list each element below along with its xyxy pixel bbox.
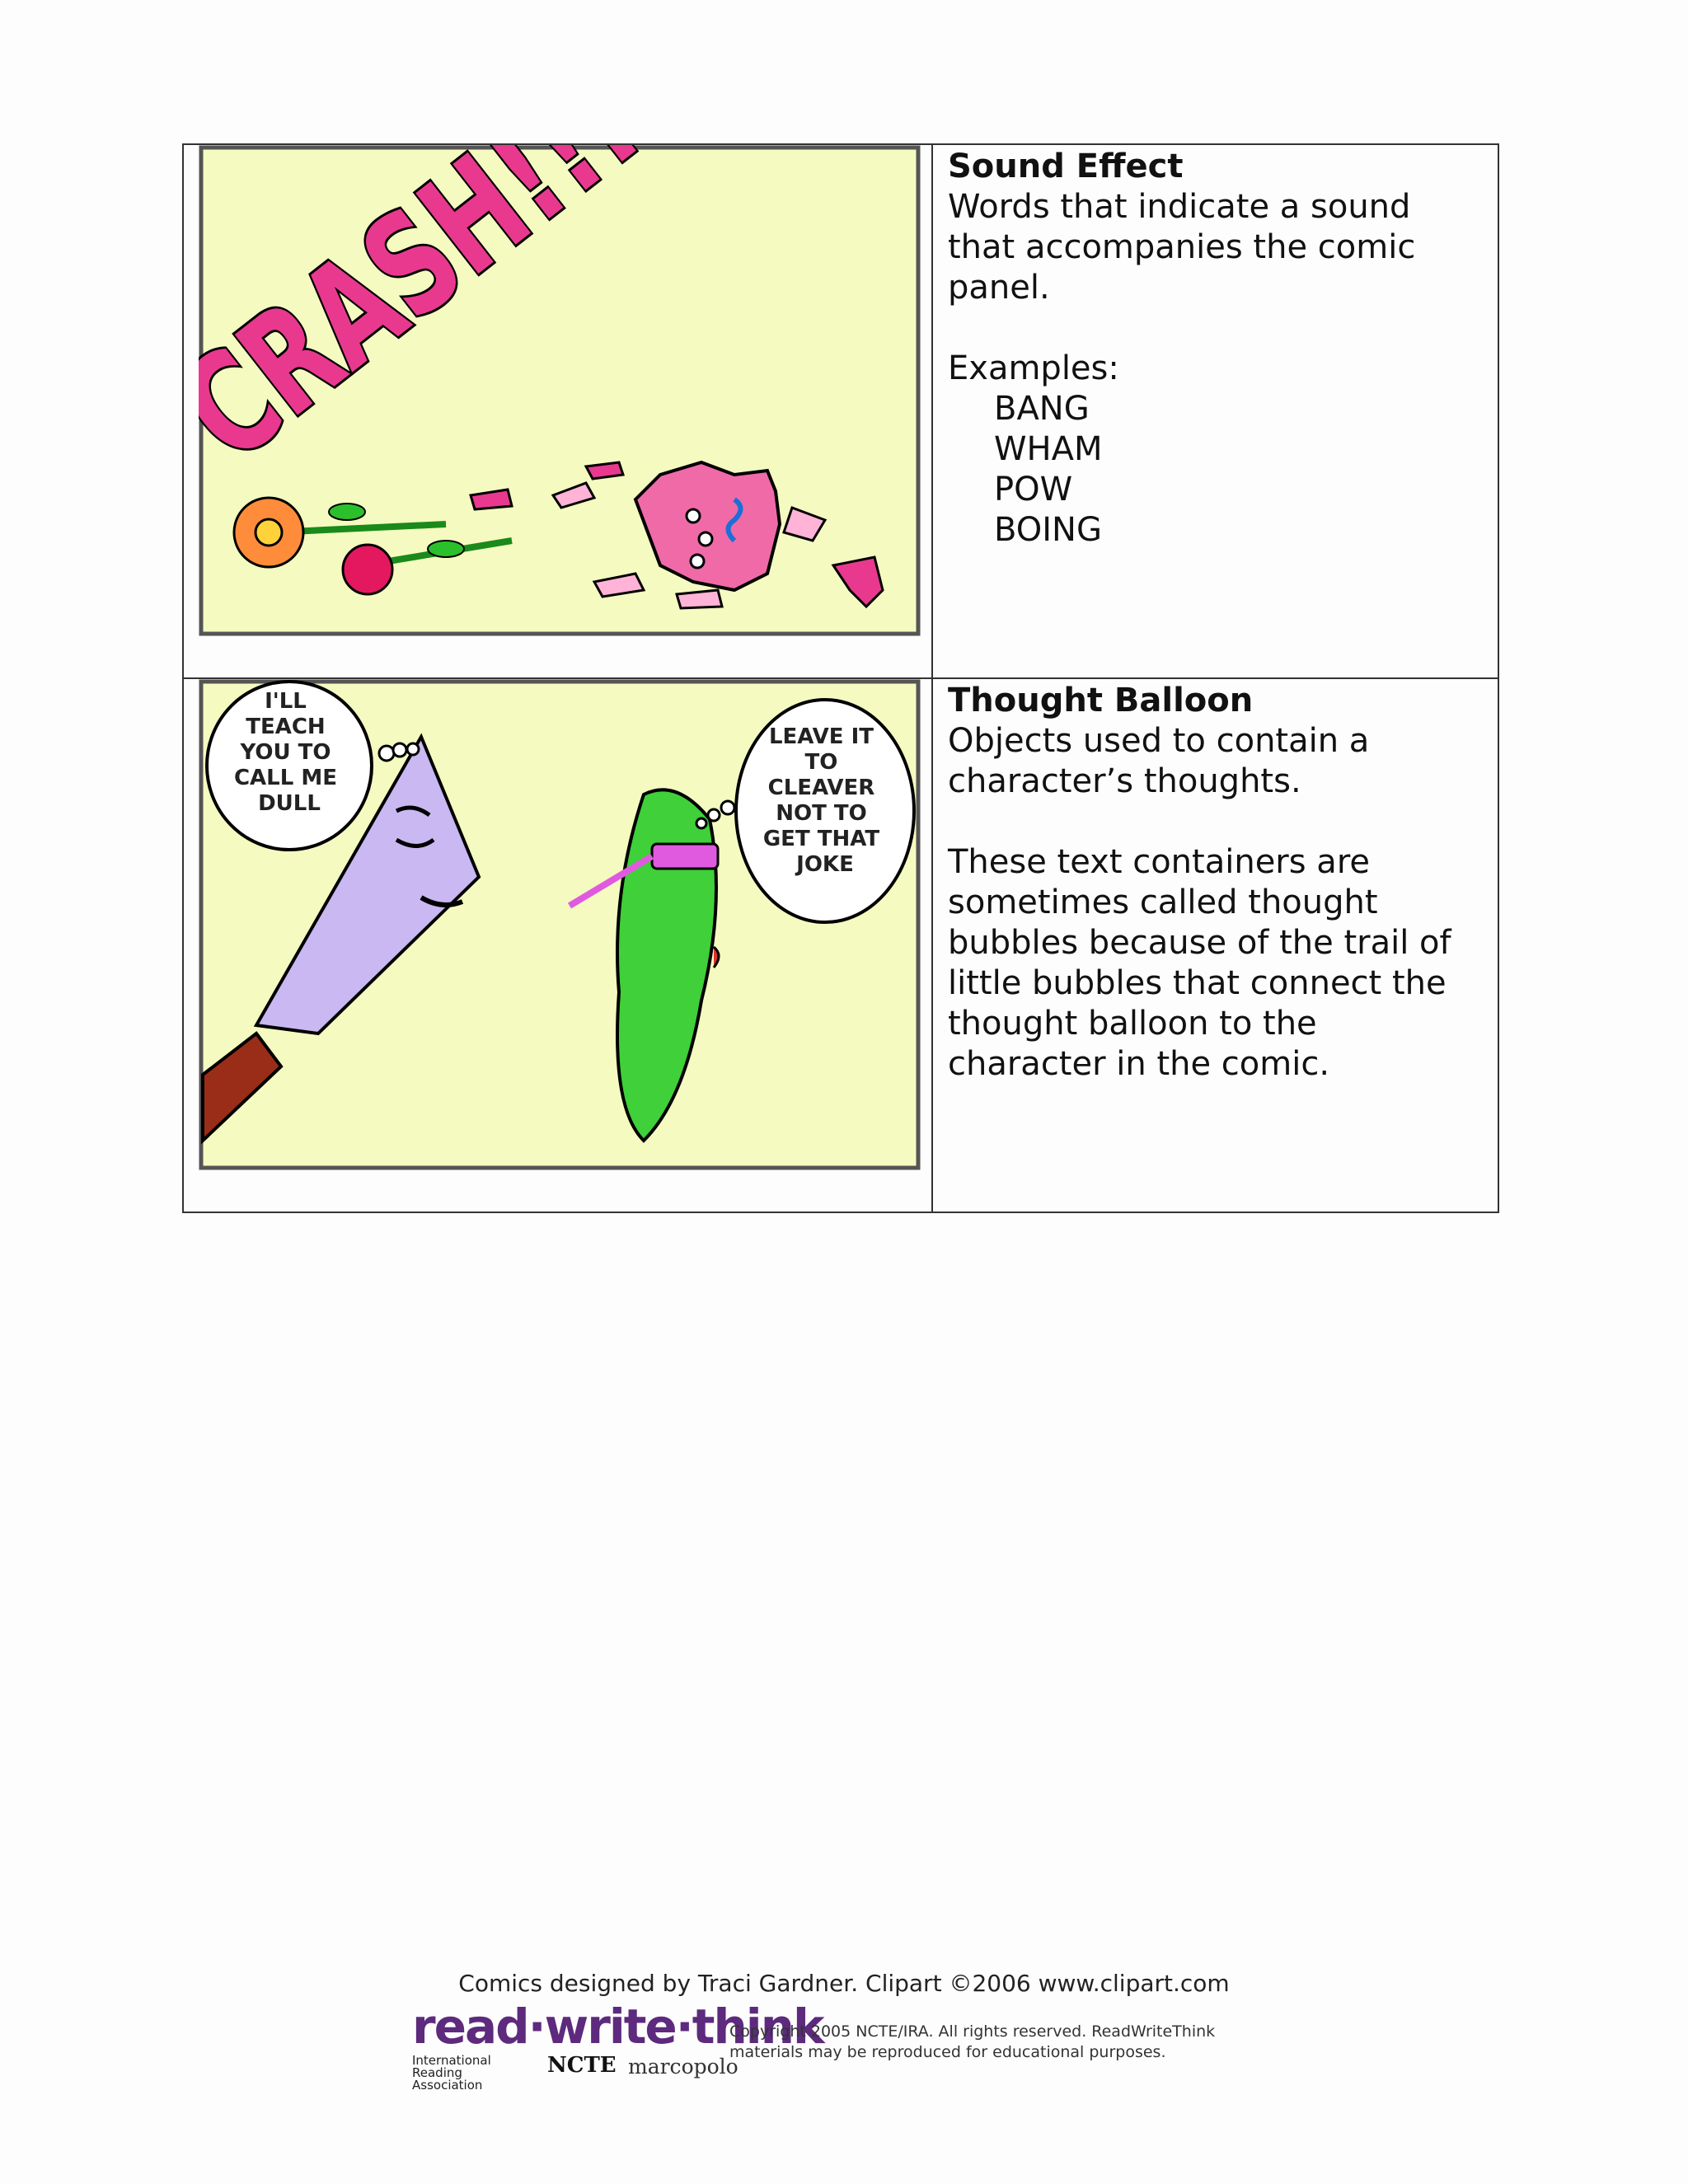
marcopolo-logo-text: marcopolo [628,2055,738,2079]
balloon-text-line: NOT TO [776,801,867,826]
readwritethink-logo: read·write·think [412,1999,823,2055]
left-thought-balloon [207,682,372,850]
readwritethink-logo-block [412,1999,1286,2093]
balloon-text-line: JOKE [796,852,854,877]
balloon-text-line: YOU TO [240,740,331,765]
examples-label: Examples: [948,349,1119,387]
clipart-credit: Comics designed by Traci Gardner. Clipart ©2006 www.clipart.com [458,1970,1230,1997]
copyright-notice: Copyright 2005 NCTE/IRA. All rights reserved. ReadWriteThink materials may be reproduced for educational purposes. [729,2022,1216,2061]
term-description-extra: These text containers are sometimes called thought bubbles because of the trail of little bubbles that connect the thought balloon to the character in the comic. [948,843,1451,1083]
balloon-text-line: DULL [258,791,321,816]
sound-effect-image-cell [183,144,932,678]
example-item: POW [994,471,1073,509]
thought-balloon-text-cell [932,678,1498,1212]
example-item: BANG [994,390,1090,428]
term-row-sound-effect [183,144,1498,678]
example-item: BOING [994,511,1102,549]
example-item: WHAM [994,430,1103,468]
ira-logo-text: International Reading Association [412,2053,491,2093]
ncte-logo-text: NCTE [547,2053,617,2078]
balloon-text-line: CALL ME [233,766,337,790]
term-description: Objects used to contain a character’s thoughts. [948,722,1370,800]
balloon-text-line: TO [804,750,838,775]
thought-balloon-comic-panel [199,679,924,1174]
balloon-text-line: I'LL [265,689,307,714]
crash-comic-panel [199,145,924,640]
term-row-thought-balloon [183,678,1498,1212]
sound-effect-text-cell [932,144,1498,678]
term-title: Sound Effect [948,148,1184,185]
thought-balloon-image-cell [183,678,932,1212]
balloon-text-line: CLEAVER [767,776,875,800]
balloon-text-line: TEACH [246,715,326,739]
balloon-text-line: GET THAT [762,827,880,851]
right-thought-balloon [736,700,914,922]
term-title: Thought Balloon [948,682,1254,719]
balloon-text-line: LEAVE IT [768,724,874,749]
comic-terms-table [182,143,1499,1213]
term-description: Words that indicate a sound that accompanies the comic panel. [948,188,1416,307]
